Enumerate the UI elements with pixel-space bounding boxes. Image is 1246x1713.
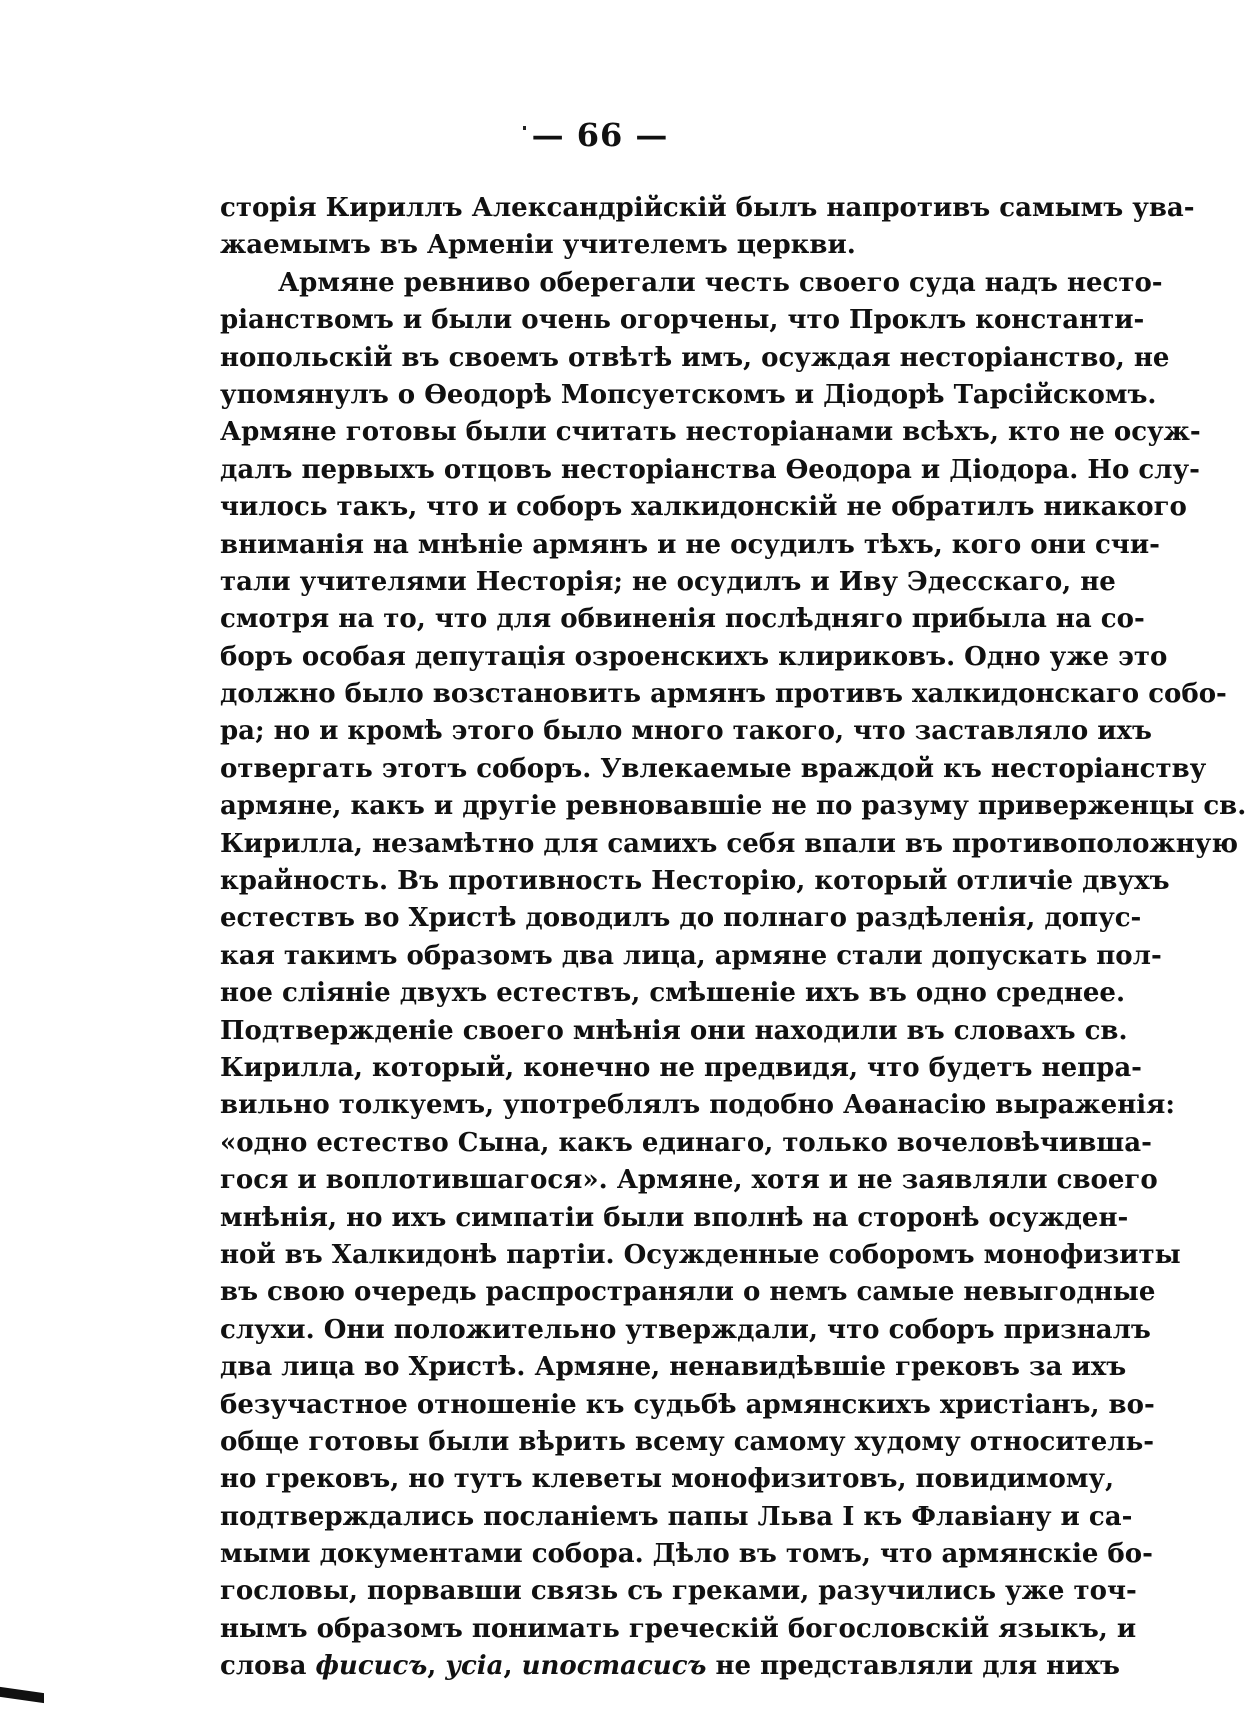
text-line: смотря на то, что для обвиненія послѣдняго прибыла на со- (220, 604, 1145, 635)
text-line: далъ первыхъ отцовъ несторіанства Ѳеодора и Діодора. Но слу- (220, 454, 1200, 485)
text-line: нопольскій въ своемъ отвѣтѣ имъ, осуждая несторіанство, не (220, 342, 1170, 373)
text-line: ное сліяніе двухъ естествъ, смѣшеніе ихъ въ одно среднее. (220, 978, 1125, 1009)
text-line: отвергать этотъ соборъ. Увлекаемые враждой къ несторіанству (220, 753, 1207, 784)
text-line: боръ особая депутація озроенскихъ клириковъ. Одно уже это (220, 641, 1168, 672)
text-fragment: не представляли для нихъ (706, 1651, 1120, 1682)
text-line: «одно естество Сына, какъ единаго, только вочеловѣчивша- (220, 1127, 1152, 1158)
text-line: крайность. Въ противность Несторію, который отличіе двухъ (220, 866, 1170, 897)
text-line: два лица во Христѣ. Армяне, ненавидѣвшіе грековъ за ихъ (220, 1352, 1127, 1383)
text-line: слухи. Они положительно утверждали, что соборъ призналъ (220, 1314, 1151, 1345)
text-line: нымъ образомъ понимать греческій богословскій языкъ, и (220, 1613, 1137, 1644)
text-line: тали учителями Несторія; не осудилъ и Иву Эдесскаго, не (220, 566, 1116, 597)
greek-term: усіа (445, 1651, 504, 1682)
text-line: ной въ Халкидонѣ партіи. Осужденные соборомъ монофизиты (220, 1239, 1181, 1270)
text-line: мнѣнія, но ихъ симпатіи были вполнѣ на сторонѣ осужден- (220, 1202, 1129, 1233)
text-line: вильно толкуемъ, употреблялъ подобно Аѳанасію выраженія: (220, 1090, 1175, 1121)
scan-edge-mark (0, 1687, 44, 1703)
greek-term: фисисъ (315, 1651, 428, 1682)
text-line: Кирилла, незамѣтно для самихъ себя впали въ противоположную (220, 828, 1239, 859)
text-line: естествъ во Христѣ доводилъ до полнаго раздѣленія, допус- (220, 903, 1142, 934)
text-line: ра; но и кромѣ этого было много такого, что заставляло ихъ (220, 716, 1152, 747)
text-line: Армяне готовы были считать несторіанами всѣхъ, кто не осуж- (220, 417, 1201, 448)
text-fragment: , (427, 1651, 446, 1682)
text-line: гословы, порвавши связь съ греками, разучились уже точ- (220, 1576, 1137, 1607)
text-line: обще готовы были вѣрить всему самому худому относитель- (220, 1426, 1155, 1457)
text-fragment: слова (220, 1651, 316, 1682)
text-line: вниманія на мнѣніе армянъ и не осудилъ тѣхъ, кого они счи- (220, 529, 1160, 560)
text-fragment: , (503, 1651, 522, 1682)
text-line: чилось такъ, что и соборъ халкидонскій не обратилъ никакого (220, 492, 1187, 523)
text-line: упомянулъ о Ѳеодорѣ Мопсуетскомъ и Діодорѣ Тарсійскомъ. (220, 379, 1157, 410)
text-line: Армяне ревниво оберегали честь своего суда надъ несто- (278, 267, 1163, 298)
text-line: въ свою очередь распространяли о немъ самые невыгодные (220, 1277, 1156, 1308)
text-line: кая такимъ образомъ два лица, армяне стали допускать пол- (220, 940, 1162, 971)
text-line: но грековъ, но тутъ клеветы монофизитовъ, повидимому, (220, 1464, 1115, 1495)
text-line: Кирилла, который, конечно не предвидя, что будетъ непра- (220, 1052, 1142, 1083)
text-line: безучастное отношеніе къ судьбѣ армянскихъ христіанъ, во- (220, 1389, 1155, 1420)
body-text (220, 190, 1246, 1686)
text-line: ріанствомъ и были очень огорчены, что Проклъ константи- (220, 305, 1145, 336)
greek-term: ипостасисъ (521, 1651, 707, 1682)
text-line: гося и воплотившагося». Армяне, хотя и не заявляли своего (220, 1165, 1158, 1196)
page-number: — 66 — (531, 116, 669, 154)
text-line: жаемымъ въ Арменіи учителемъ церкви. (220, 230, 856, 261)
text-line: Подтвержденіе своего мнѣнія они находили въ словахъ св. (220, 1015, 1128, 1046)
text-line: мыми документами собора. Дѣло въ томъ, что армянскіе бо- (220, 1539, 1153, 1570)
text-line: сторія Кириллъ Александрійскій былъ напротивъ самымъ ува- (220, 193, 1195, 223)
text-line-final (220, 1648, 1120, 1685)
text-line: армяне, какъ и другіе ревновавшіе не по разуму приверженцы св. (220, 791, 1246, 822)
text-line: подтверждались посланіемъ папы Льва I къ Флавіану и са- (220, 1501, 1133, 1532)
text-line: должно было возстановить армянъ противъ халкидонскаго собо- (220, 679, 1227, 710)
